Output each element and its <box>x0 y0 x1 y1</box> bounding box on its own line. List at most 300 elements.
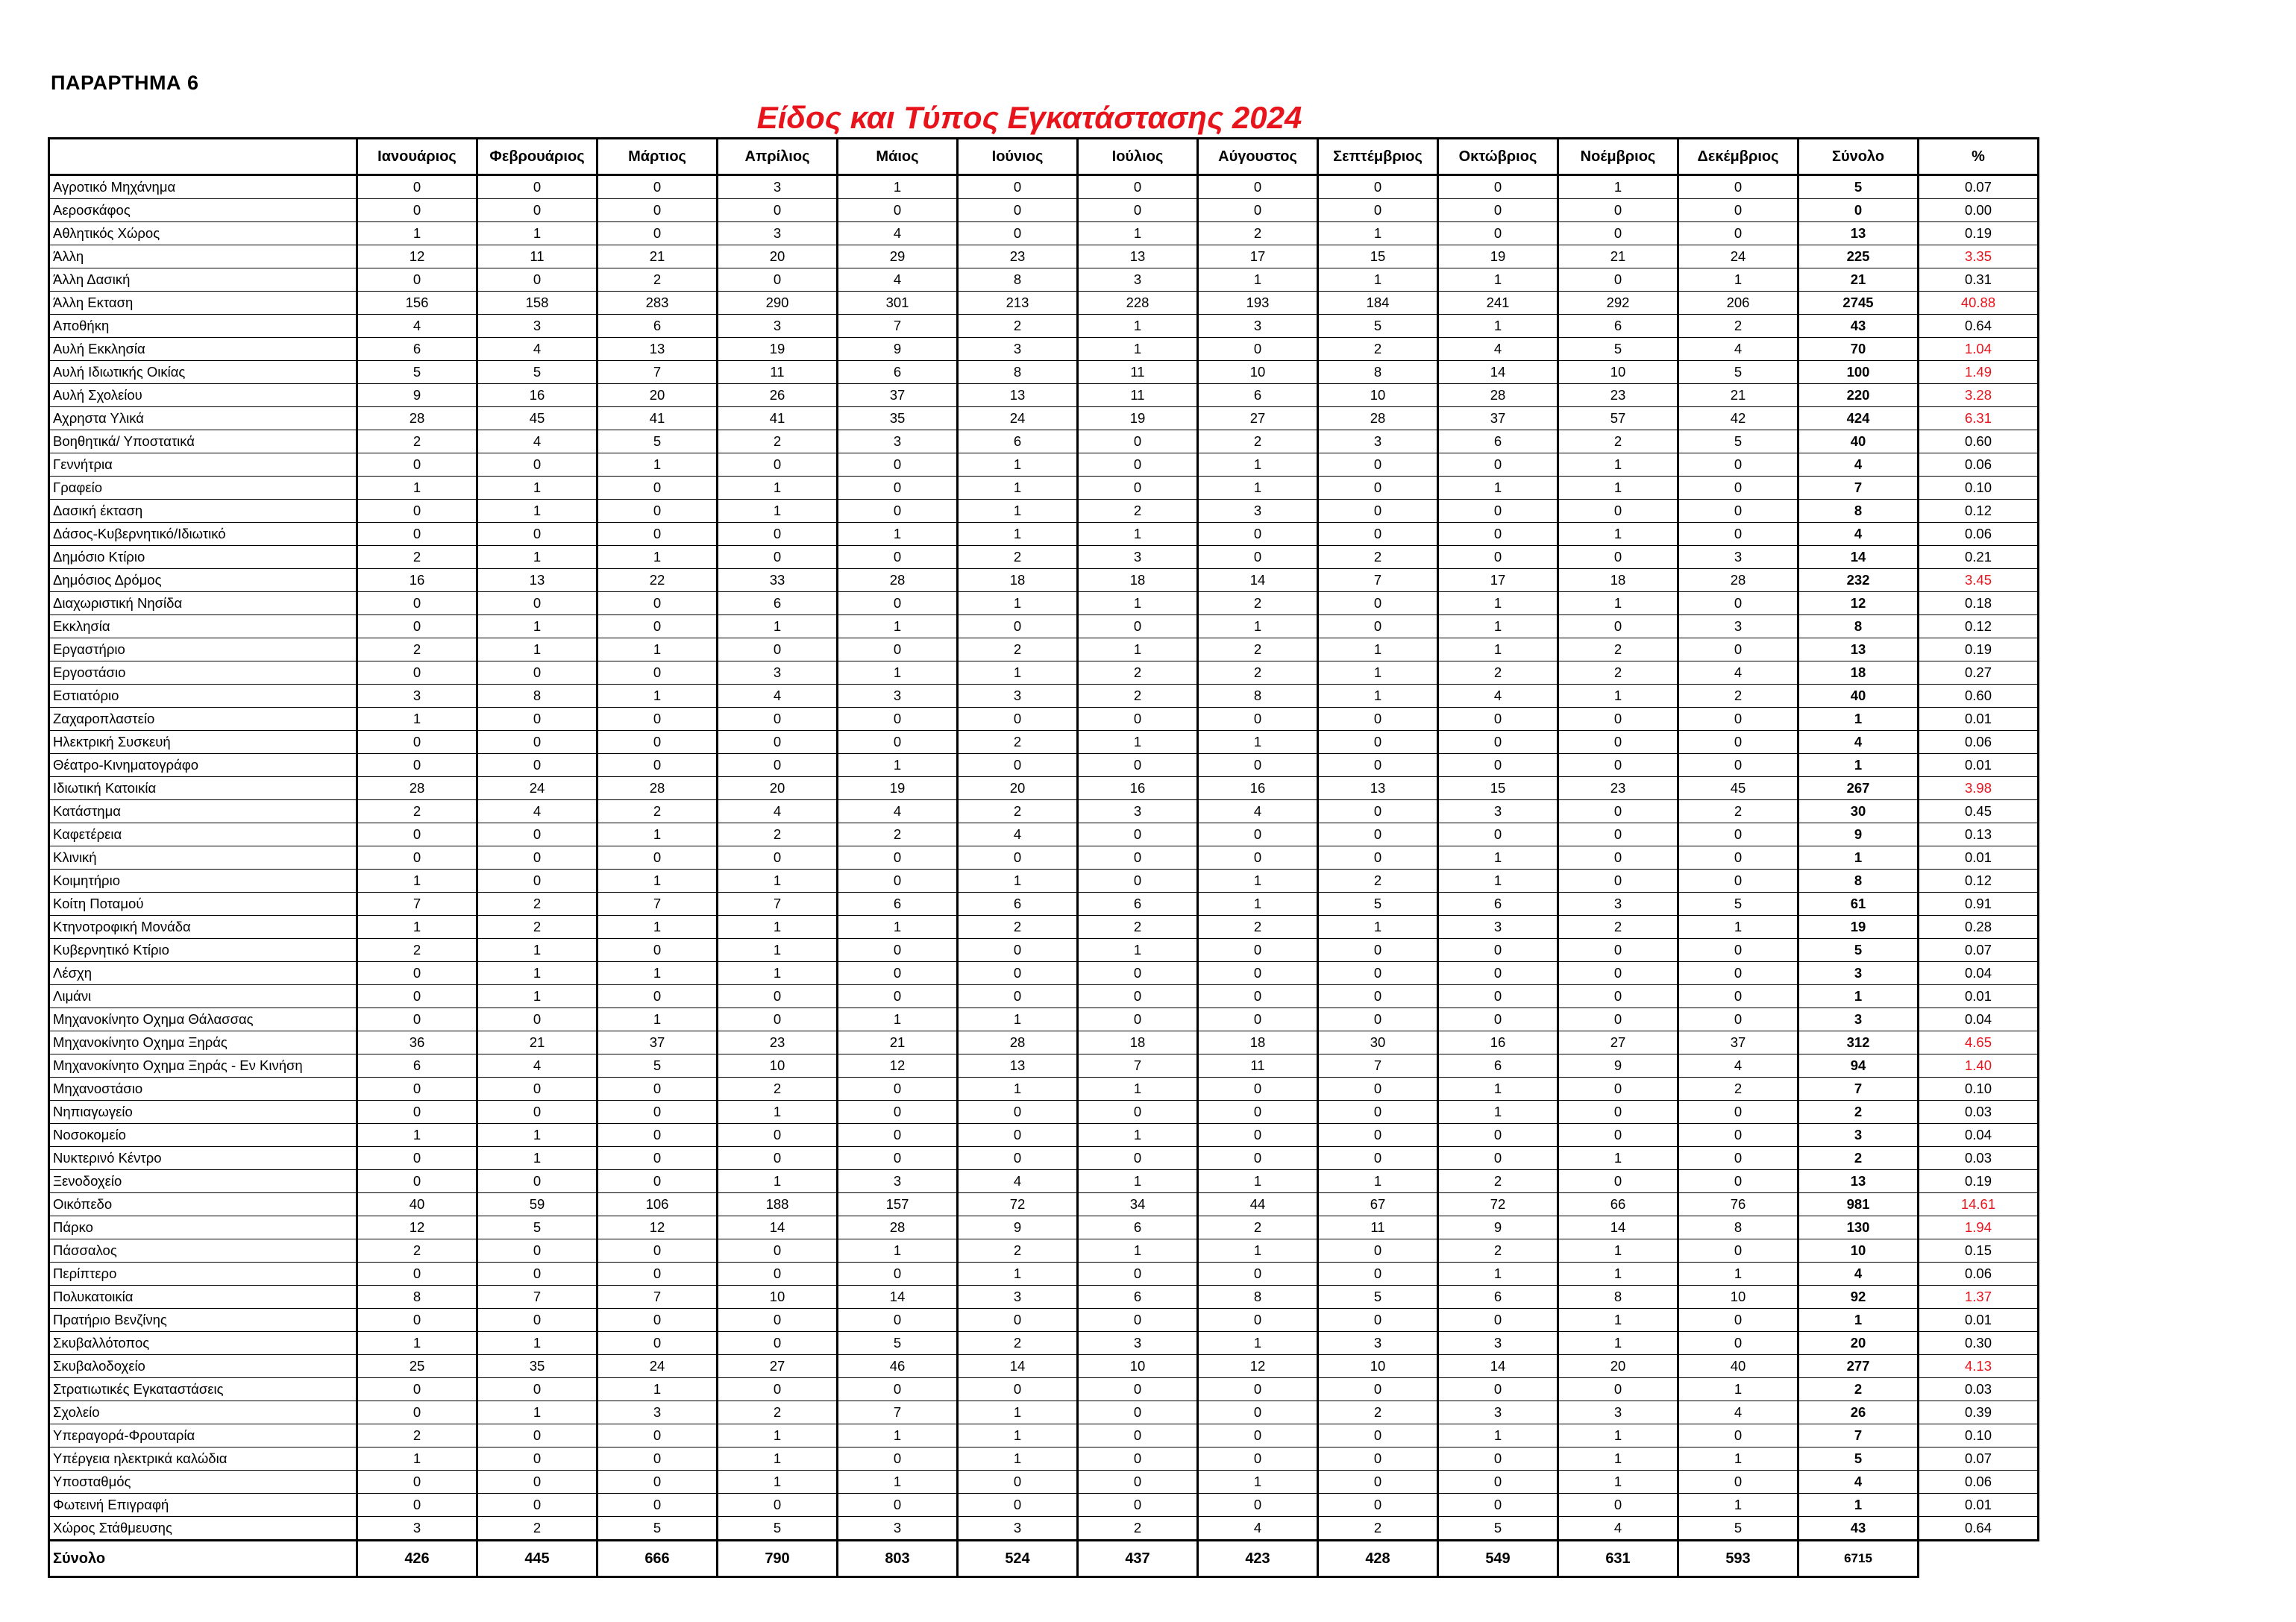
month-value: 36 <box>357 1031 477 1054</box>
month-value: 3 <box>958 1517 1078 1541</box>
month-value: 1 <box>1198 870 1318 893</box>
row-label: Ηλεκτρική Συσκευή <box>49 731 357 754</box>
month-value: 0 <box>1678 175 1798 199</box>
row-percent: 0.01 <box>1919 1309 2039 1332</box>
month-value: 1 <box>838 175 958 199</box>
month-value: 20 <box>958 777 1078 800</box>
month-value: 0 <box>357 1170 477 1193</box>
month-value: 66 <box>1558 1193 1678 1216</box>
table-row <box>49 430 2039 453</box>
month-value: 7 <box>597 893 718 916</box>
row-percent: 0.04 <box>1919 1008 2039 1031</box>
month-value: 5 <box>597 1517 718 1541</box>
month-value: 1 <box>838 1471 958 1494</box>
row-total: 3 <box>1798 962 1919 985</box>
month-value: 0 <box>1438 1309 1558 1332</box>
table-row <box>49 569 2039 592</box>
month-value: 3 <box>1678 546 1798 569</box>
month-value: 0 <box>597 1309 718 1332</box>
row-label: Αθλητικός Χώρος <box>49 222 357 245</box>
row-percent: 3.28 <box>1919 384 2039 407</box>
month-value: 1 <box>1438 1078 1558 1101</box>
month-value: 1 <box>958 523 1078 546</box>
month-value: 4 <box>477 800 597 823</box>
month-value: 67 <box>1318 1193 1438 1216</box>
month-value: 3 <box>838 685 958 708</box>
month-value: 3 <box>1438 1401 1558 1424</box>
row-label: Σκυβαλοδοχείο <box>49 1355 357 1378</box>
row-label: Περίπτερο <box>49 1263 357 1286</box>
month-value: 3 <box>597 1401 718 1424</box>
month-value: 1 <box>958 1263 1078 1286</box>
month-value: 14 <box>1198 569 1318 592</box>
month-value: 11 <box>1078 384 1198 407</box>
empty-cell <box>1919 1541 2039 1577</box>
month-value: 0 <box>1078 985 1198 1008</box>
month-value: 2 <box>1078 916 1198 939</box>
month-value: 2 <box>1078 500 1198 523</box>
month-value: 5 <box>1678 430 1798 453</box>
month-value: 0 <box>357 175 477 199</box>
month-value: 1 <box>597 546 718 569</box>
month-value: 0 <box>1078 430 1198 453</box>
month-value: 0 <box>1318 1147 1438 1170</box>
month-value: 0 <box>357 1309 477 1332</box>
month-value: 1 <box>1318 916 1438 939</box>
row-total: 220 <box>1798 384 1919 407</box>
row-percent: 0.03 <box>1919 1147 2039 1170</box>
column-header: Ιούνιος <box>958 139 1078 175</box>
month-value: 2 <box>357 1239 477 1263</box>
table-row <box>49 615 2039 638</box>
month-value: 1 <box>477 638 597 661</box>
month-value: 0 <box>1438 546 1558 569</box>
month-value: 1 <box>958 477 1078 500</box>
month-value: 4 <box>838 268 958 292</box>
table-row <box>49 731 2039 754</box>
month-value: 28 <box>357 407 477 430</box>
month-value: 1 <box>838 916 958 939</box>
month-value: 0 <box>357 1078 477 1101</box>
month-value: 0 <box>597 754 718 777</box>
month-value: 283 <box>597 292 718 315</box>
month-value: 0 <box>477 1239 597 1263</box>
row-label: Γραφείο <box>49 477 357 500</box>
table-row <box>49 292 2039 315</box>
month-value: 1 <box>1198 1332 1318 1355</box>
month-value: 0 <box>1438 222 1558 245</box>
month-value: 290 <box>718 292 838 315</box>
table-row <box>49 407 2039 430</box>
row-label: Καφετέρεια <box>49 823 357 846</box>
month-value: 1 <box>1678 1263 1798 1286</box>
month-value: 0 <box>838 500 958 523</box>
month-value: 2 <box>1198 430 1318 453</box>
row-percent: 0.10 <box>1919 1078 2039 1101</box>
month-value: 0 <box>1198 1447 1318 1471</box>
month-value: 1 <box>1078 315 1198 338</box>
month-value: 1 <box>477 546 597 569</box>
month-value: 2 <box>1198 916 1318 939</box>
row-label: Θέατρο-Κινηματογράφο <box>49 754 357 777</box>
month-value: 0 <box>1438 1378 1558 1401</box>
month-value: 1 <box>1438 638 1558 661</box>
row-percent: 3.35 <box>1919 245 2039 268</box>
row-percent: 0.07 <box>1919 1447 2039 1471</box>
month-value: 10 <box>718 1054 838 1078</box>
month-value: 4 <box>1438 338 1558 361</box>
month-value: 0 <box>718 1239 838 1263</box>
month-value: 1 <box>1078 1078 1198 1101</box>
month-value: 24 <box>958 407 1078 430</box>
month-value: 0 <box>1318 754 1438 777</box>
row-percent: 0.27 <box>1919 661 2039 685</box>
month-value: 0 <box>838 199 958 222</box>
row-percent: 0.04 <box>1919 962 2039 985</box>
row-label: Αυλή Εκκλησία <box>49 338 357 361</box>
row-total: 21 <box>1798 268 1919 292</box>
month-value: 4 <box>1198 800 1318 823</box>
month-value: 35 <box>838 407 958 430</box>
row-total: 981 <box>1798 1193 1919 1216</box>
month-value: 0 <box>1558 615 1678 638</box>
month-value: 3 <box>958 1286 1078 1309</box>
month-value: 3 <box>1078 546 1198 569</box>
month-value: 0 <box>838 731 958 754</box>
month-value: 1 <box>357 1332 477 1355</box>
month-value: 0 <box>477 708 597 731</box>
month-value: 0 <box>357 1101 477 1124</box>
row-label: Δημόσιος Δρόμος <box>49 569 357 592</box>
month-value: 4 <box>477 430 597 453</box>
month-value: 27 <box>1558 1031 1678 1054</box>
row-label: Αεροσκάφος <box>49 199 357 222</box>
month-value: 5 <box>597 1054 718 1078</box>
table-row <box>49 1401 2039 1424</box>
month-value: 1 <box>1318 222 1438 245</box>
row-percent: 0.19 <box>1919 638 2039 661</box>
month-value: 23 <box>958 245 1078 268</box>
month-value: 1 <box>1318 661 1438 685</box>
month-value: 1 <box>1558 1263 1678 1286</box>
table-row <box>49 916 2039 939</box>
month-value: 0 <box>1678 1332 1798 1355</box>
month-value: 0 <box>718 199 838 222</box>
month-value: 0 <box>1318 523 1438 546</box>
month-value: 1 <box>1558 477 1678 500</box>
month-value: 0 <box>1558 939 1678 962</box>
row-total: 4 <box>1798 523 1919 546</box>
month-value: 6 <box>838 893 958 916</box>
table-row <box>49 199 2039 222</box>
month-value: 1 <box>1078 222 1198 245</box>
row-percent: 0.00 <box>1919 199 2039 222</box>
month-value: 19 <box>838 777 958 800</box>
row-label: Υποσταθμός <box>49 1471 357 1494</box>
month-value: 1 <box>838 661 958 685</box>
month-value: 2 <box>1438 1239 1558 1263</box>
month-value: 0 <box>1078 1424 1198 1447</box>
month-value: 27 <box>718 1355 838 1378</box>
month-value: 0 <box>838 638 958 661</box>
month-value: 11 <box>1318 1216 1438 1239</box>
row-label: Αυλή Σχολείου <box>49 384 357 407</box>
month-value: 2 <box>1318 546 1438 569</box>
month-value: 37 <box>838 384 958 407</box>
table-row <box>49 846 2039 870</box>
month-value: 2 <box>718 430 838 453</box>
month-value: 0 <box>838 1147 958 1170</box>
month-value: 0 <box>1678 222 1798 245</box>
month-value: 0 <box>477 823 597 846</box>
month-value: 0 <box>838 546 958 569</box>
month-value: 1 <box>1438 615 1558 638</box>
row-label: Ιδιωτική Κατοικία <box>49 777 357 800</box>
month-value: 0 <box>1318 1263 1438 1286</box>
row-total: 43 <box>1798 1517 1919 1541</box>
table-row <box>49 1378 2039 1401</box>
month-value: 2 <box>1678 315 1798 338</box>
month-value: 1 <box>357 708 477 731</box>
month-value: 30 <box>1318 1031 1438 1054</box>
table-row <box>49 939 2039 962</box>
column-header: Φεβρουάριος <box>477 139 597 175</box>
row-label: Πάρκο <box>49 1216 357 1239</box>
month-value: 0 <box>1198 1101 1318 1124</box>
month-value: 1 <box>597 638 718 661</box>
month-value: 1 <box>958 661 1078 685</box>
month-value: 9 <box>1558 1054 1678 1078</box>
month-value: 41 <box>597 407 718 430</box>
month-value: 1 <box>718 1424 838 1447</box>
month-value: 1 <box>1318 685 1438 708</box>
month-value: 1 <box>1558 175 1678 199</box>
row-label: Νηπιαγωγείο <box>49 1101 357 1124</box>
month-value: 0 <box>1318 800 1438 823</box>
row-label: Κλινική <box>49 846 357 870</box>
row-percent: 0.06 <box>1919 731 2039 754</box>
month-value: 0 <box>1318 985 1438 1008</box>
row-label: Μηχανοκίνητο Οχημα Ξηράς - Εν Κινήση <box>49 1054 357 1078</box>
month-value: 0 <box>1318 1008 1438 1031</box>
month-value: 0 <box>718 1263 838 1286</box>
month-value: 0 <box>838 1078 958 1101</box>
month-value: 3 <box>1438 916 1558 939</box>
row-total: 40 <box>1798 430 1919 453</box>
month-value: 41 <box>718 407 838 430</box>
month-value: 0 <box>1558 985 1678 1008</box>
month-value: 0 <box>357 661 477 685</box>
month-value: 0 <box>718 1008 838 1031</box>
month-value: 0 <box>1558 846 1678 870</box>
month-value: 0 <box>1318 708 1438 731</box>
month-value: 1 <box>1558 1332 1678 1355</box>
month-value: 2 <box>958 638 1078 661</box>
month-value: 2 <box>1678 800 1798 823</box>
month-value: 0 <box>1678 1471 1798 1494</box>
month-value: 188 <box>718 1193 838 1216</box>
row-percent: 0.04 <box>1919 1124 2039 1147</box>
month-value: 3 <box>1318 430 1438 453</box>
month-value: 3 <box>1078 800 1198 823</box>
month-value: 0 <box>597 1078 718 1101</box>
month-value: 40 <box>357 1193 477 1216</box>
month-value: 0 <box>597 708 718 731</box>
month-value: 0 <box>357 1263 477 1286</box>
month-value: 0 <box>1558 1101 1678 1124</box>
month-value: 2 <box>1198 638 1318 661</box>
table-row <box>49 1286 2039 1309</box>
month-value: 7 <box>718 893 838 916</box>
month-value: 5 <box>1678 1517 1798 1541</box>
month-value: 2 <box>1198 592 1318 615</box>
table-row <box>49 523 2039 546</box>
table-row <box>49 1124 2039 1147</box>
month-value: 2 <box>1438 1170 1558 1193</box>
month-value: 0 <box>1438 823 1558 846</box>
month-value: 3 <box>718 222 838 245</box>
month-value: 0 <box>1078 1401 1198 1424</box>
month-value: 1 <box>838 754 958 777</box>
month-value: 0 <box>958 175 1078 199</box>
month-value: 0 <box>1078 1447 1198 1471</box>
row-total: 0 <box>1798 199 1919 222</box>
month-value: 1 <box>1078 523 1198 546</box>
table-row <box>49 1517 2039 1541</box>
row-label: Κατάστημα <box>49 800 357 823</box>
month-value: 0 <box>1198 823 1318 846</box>
table-row <box>49 1424 2039 1447</box>
month-value: 0 <box>357 1401 477 1424</box>
month-value: 1 <box>1438 315 1558 338</box>
month-value: 10 <box>1318 1355 1438 1378</box>
month-value: 28 <box>958 1031 1078 1054</box>
table-row <box>49 1239 2039 1263</box>
month-value: 1 <box>1438 1424 1558 1447</box>
month-value: 0 <box>1318 199 1438 222</box>
month-value: 0 <box>1558 1008 1678 1031</box>
month-value: 11 <box>718 361 838 384</box>
month-value: 15 <box>1318 245 1438 268</box>
month-value: 13 <box>1078 245 1198 268</box>
row-total: 20 <box>1798 1332 1919 1355</box>
month-value: 184 <box>1318 292 1438 315</box>
month-value: 28 <box>838 569 958 592</box>
row-label: Κυβερνητικό Κτίριο <box>49 939 357 962</box>
row-total: 18 <box>1798 661 1919 685</box>
month-value: 1 <box>477 615 597 638</box>
month-value: 1 <box>357 916 477 939</box>
month-value: 1 <box>718 962 838 985</box>
month-value: 0 <box>1438 962 1558 985</box>
row-total: 92 <box>1798 1286 1919 1309</box>
table-row <box>49 1101 2039 1124</box>
table-row <box>49 1494 2039 1517</box>
month-value: 1 <box>477 1147 597 1170</box>
month-value: 4 <box>838 222 958 245</box>
month-value: 3 <box>958 338 1078 361</box>
month-value: 6 <box>1438 1286 1558 1309</box>
month-value: 0 <box>597 592 718 615</box>
row-total: 4 <box>1798 453 1919 477</box>
month-value: 34 <box>1078 1193 1198 1216</box>
row-label: Κοίτη Ποταμού <box>49 893 357 916</box>
month-value: 0 <box>1678 199 1798 222</box>
month-value: 1 <box>718 1471 838 1494</box>
row-label: Λιμάνι <box>49 985 357 1008</box>
row-label: Υπέργεια ηλεκτρικά καλώδια <box>49 1447 357 1471</box>
row-label: Πάσσαλος <box>49 1239 357 1263</box>
month-value: 4 <box>718 800 838 823</box>
table-row <box>49 384 2039 407</box>
month-value: 0 <box>1078 1494 1198 1517</box>
month-value: 0 <box>1678 731 1798 754</box>
row-total: 94 <box>1798 1054 1919 1078</box>
month-value: 4 <box>477 338 597 361</box>
month-value: 5 <box>1318 893 1438 916</box>
month-value: 6 <box>1558 315 1678 338</box>
month-value: 206 <box>1678 292 1798 315</box>
month-value: 13 <box>477 569 597 592</box>
column-header: Μάιος <box>838 139 958 175</box>
table-row <box>49 1170 2039 1193</box>
row-total: 5 <box>1798 939 1919 962</box>
month-value: 1 <box>1198 615 1318 638</box>
row-percent: 0.31 <box>1919 268 2039 292</box>
month-value: 1 <box>958 1401 1078 1424</box>
month-value: 0 <box>357 615 477 638</box>
month-value: 3 <box>1678 615 1798 638</box>
month-value: 0 <box>1678 962 1798 985</box>
month-value: 1 <box>718 1101 838 1124</box>
month-value: 8 <box>357 1286 477 1309</box>
month-value: 0 <box>1438 175 1558 199</box>
month-value: 0 <box>838 1494 958 1517</box>
month-value: 0 <box>477 1471 597 1494</box>
row-percent: 3.98 <box>1919 777 2039 800</box>
month-value: 0 <box>1438 500 1558 523</box>
row-total: 5 <box>1798 175 1919 199</box>
row-label: Νοσοκομείο <box>49 1124 357 1147</box>
column-header: Μάρτιος <box>597 139 718 175</box>
row-label: Γεννήτρια <box>49 453 357 477</box>
row-label: Υπεραγορά-Φρουταρία <box>49 1424 357 1447</box>
month-value: 2 <box>958 546 1078 569</box>
table-row <box>49 175 2039 199</box>
month-value: 6 <box>1438 1054 1558 1078</box>
row-total: 100 <box>1798 361 1919 384</box>
month-value: 0 <box>1198 523 1318 546</box>
month-value: 0 <box>597 500 718 523</box>
month-value: 0 <box>958 939 1078 962</box>
month-value: 0 <box>597 1239 718 1263</box>
table-body <box>49 175 2039 1541</box>
column-header: Νοέμβριος <box>1558 139 1678 175</box>
month-value: 8 <box>958 268 1078 292</box>
row-total: 13 <box>1798 638 1919 661</box>
row-percent: 0.39 <box>1919 1401 2039 1424</box>
row-percent: 0.10 <box>1919 1424 2039 1447</box>
month-value: 6 <box>1078 1286 1198 1309</box>
month-value: 0 <box>597 985 718 1008</box>
month-value: 37 <box>1678 1031 1798 1054</box>
month-value: 0 <box>1318 1447 1438 1471</box>
row-total: 13 <box>1798 222 1919 245</box>
month-value: 1 <box>1078 592 1198 615</box>
month-value: 1 <box>1078 338 1198 361</box>
month-value: 24 <box>597 1355 718 1378</box>
month-value: 0 <box>357 453 477 477</box>
